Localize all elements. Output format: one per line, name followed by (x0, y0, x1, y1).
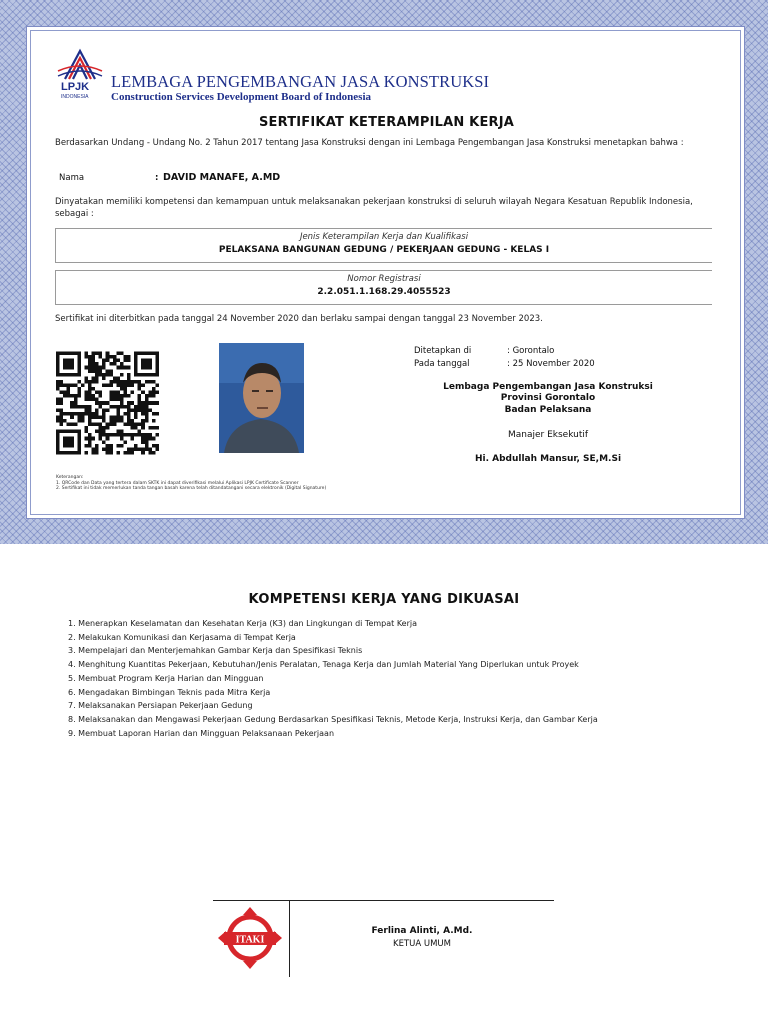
signer-name: Hi. Abdullah Mansur, SE,M.Si (474, 454, 622, 464)
place-label: Ditetapkan di (414, 346, 472, 356)
list-item: 5. Membuat Program Kerja Harian dan Mingguan (68, 673, 264, 683)
skill-value: PELAKSANA BANGUNAN GEDUNG / PEKERJAAN GEDUNG - KELAS I (218, 245, 550, 255)
itaki-logo-text: ITAKI (235, 934, 265, 946)
date-label: Pada tanggal (414, 359, 470, 369)
signer-org-line-3: Badan Pelaksana (504, 405, 592, 415)
org-name-english: Construction Services Development Board of Indonesia (111, 91, 372, 103)
competencies-list (68, 617, 708, 740)
intro-text: Berdasarkan Undang - Undang No. 2 Tahun 2017 tentang Jasa Konstruksi dengan ini Lembaga Pengembangan Jasa Konstruksi menetapkan bahwa : (55, 138, 684, 148)
skill-box (55, 228, 712, 263)
registration-number: 2.2.051.1.168.29.4055523 (317, 287, 451, 297)
list-item: 4. Menghitung Kuantitas Pekerjaan, Kebutuhan/Jenis Peralatan, Tenaga Kerja dan Jumlah Material Yang Diperlukan untuk Proyek (68, 660, 579, 670)
name-colon: : (155, 173, 159, 183)
footer-signer-role: KETUA UMUM (393, 939, 451, 949)
name-label: Nama (59, 173, 85, 183)
certificate-page (30, 30, 741, 515)
list-item: 2. Melakukan Komunikasi dan Kerjasama di Tempat Kerja (68, 632, 296, 642)
holder-photo (219, 343, 304, 453)
validity-text: Sertifikat ini diterbitkan pada tanggal 24 November 2020 dan berlaku sampai dengan tanggal 23 November 2023. (55, 314, 543, 324)
itaki-logo-icon (215, 905, 285, 971)
list-item: 7. Melaksanakan Persiapan Pekerjaan Gedung (68, 701, 253, 711)
skill-label: Jenis Keterampilan Kerja dan Kualifikasi (299, 232, 469, 242)
list-item: 9. Membuat Laporan Harian dan Mingguan Pelaksanaan Pekerjaan (68, 728, 335, 738)
signer-org-line-2: Provinsi Gorontalo (500, 393, 596, 403)
declaration-text: Dinyatakan memiliki kompetensi dan kemampuan untuk melaksanakan pekerjaan konstruksi di seluruh wilayah Negara Kesatuan Republik Indonesia, sebagai : (55, 197, 693, 219)
certificate-title: SERTIFIKAT KETERAMPILAN KERJA (258, 115, 515, 130)
lpjk-logo-subtext: INDONESIA (61, 94, 89, 100)
competencies-title: KOMPETENSI KERJA YANG DIKUASAI (248, 592, 520, 607)
list-item: 1. Menerapkan Keselamatan dan Kesehatan Kerja (K3) dan Lingkungan di Tempat Kerja (68, 619, 417, 628)
list-item: 3. Mempelajari dan Menterjemahkan Gambar Kerja dan Spesifikasi Teknis (68, 646, 363, 656)
holder-name: DAVID MANAFE, A.MD (163, 172, 281, 183)
notes (56, 475, 326, 492)
signer-org-line-1: Lembaga Pengembangan Jasa Konstruksi (443, 382, 653, 392)
notes-heading: Keterangan: (56, 475, 84, 480)
date-value: : 25 November 2020 (507, 359, 595, 369)
registration-label: Nomor Registrasi (347, 274, 421, 284)
list-item: 8. Melaksanakan dan Mengawasi Pekerjaan Gedung Berdasarkan Spesifikasi Teknis, Metode Kerja, Instruksi Kerja, dan Gambar Kerja (68, 714, 598, 724)
footer-rule (213, 900, 554, 901)
org-name: LEMBAGA PENGEMBANGAN JASA KONSTRUKSI (111, 72, 490, 91)
footer-signer-name: Ferlina Alinti, A.Md. (371, 926, 473, 936)
list-item: 6. Mengadakan Bimbingan Teknis pada Mitra Kerja (68, 687, 271, 697)
place-value: : Gorontalo (507, 346, 555, 356)
signer-role: Manajer Eksekutif (507, 430, 589, 440)
portrait-icon (219, 343, 304, 453)
lpjk-logo-text: LPJK (61, 81, 90, 93)
notes-line-1: 1. QRCode dan Data yang tertera dalam SKTK ini dapat diverifikasi melalui Aplikasi LPJK Certificate Scanner (56, 480, 299, 486)
qr-code-icon (56, 351, 159, 455)
notes-line-2: 2. Sertifikat ini tidak memerlukan tanda tangan basah karena telah ditandatangani secara elektronik (Digital Signature) (56, 486, 327, 491)
registration-box (55, 270, 712, 305)
